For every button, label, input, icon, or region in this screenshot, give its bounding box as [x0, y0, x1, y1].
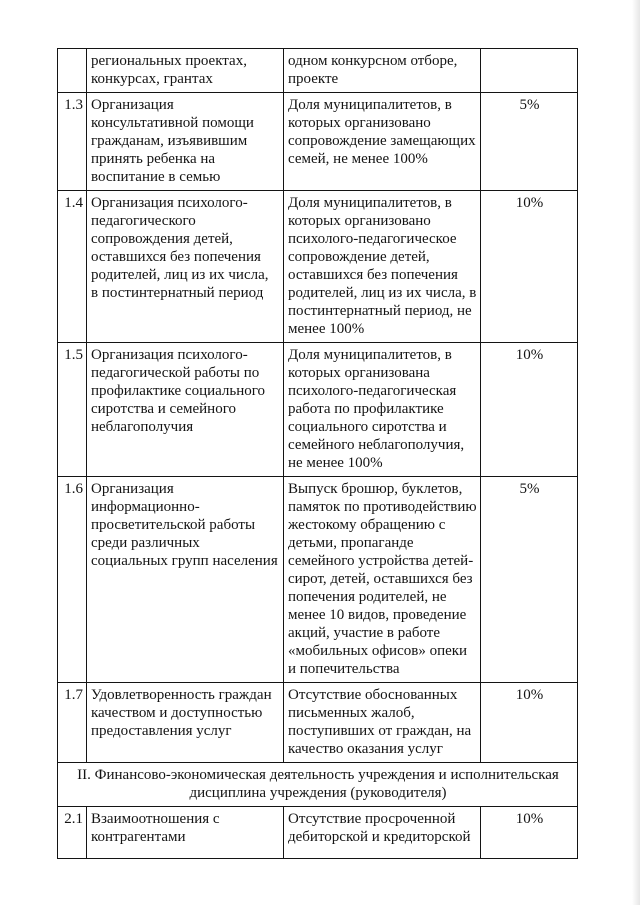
- criterion-cell: Отсутствие обоснованных письменных жалоб, поступивших от граждан, на качество оказания услуг: [284, 683, 481, 763]
- criterion-cell: Выпуск брошюр, буклетов, памяток по противодействию жестокому обращению с детьми, пропаганде семейного устройства детей- сирот, детей, оставшихся без попечения родителей, не менее 10 видов, проведение акций, участие в работе «мобильных офисов» опеки и попечительства: [284, 477, 481, 683]
- weight-cell: 10%: [481, 343, 578, 477]
- weight-cell: 10%: [481, 683, 578, 763]
- indicator-cell: Организация психолого- педагогической работы по профилактике социального сиротства и семейного неблагополучия: [87, 343, 284, 477]
- weight-cell: 10%: [481, 191, 578, 343]
- row-number-cell: 2.1: [58, 807, 87, 859]
- table-row: [58, 93, 578, 191]
- criterion-cell: Доля муниципалитетов, в которых организована психолого-педагогическая работа по профилактике социального сиротства и семейного неблагополучия, не менее 100%: [284, 343, 481, 477]
- criteria-table: [57, 48, 578, 859]
- criterion-cell: Доля муниципалитетов, в которых организовано психолого-педагогическое сопровождение детей, оставшихся без попечения родителей, лиц из их числа, в постинтернатный период, не менее 100%: [284, 191, 481, 343]
- page-edge: [632, 0, 640, 905]
- criterion-cell: Доля муниципалитетов, в которых организовано сопровождение замещающих семей, не менее 100%: [284, 93, 481, 191]
- criterion-cell: Отсутствие просроченной дебиторской и кредиторской: [284, 807, 481, 859]
- table-row: [58, 49, 578, 93]
- indicator-cell: Организация психолого- педагогического сопровождения детей, оставшихся без попечения родителей, лиц из их числа, в постинтернатный период: [87, 191, 284, 343]
- criterion-cell: одном конкурсном отборе, проекте: [284, 49, 481, 93]
- indicator-cell: Организация информационно- просветительской работы среди различных социальных групп населения: [87, 477, 284, 683]
- row-number-cell: 1.3: [58, 93, 87, 191]
- row-number-cell: 1.4: [58, 191, 87, 343]
- row-number-cell: 1.6: [58, 477, 87, 683]
- indicator-cell: Взаимоотношения с контрагентами: [87, 807, 284, 859]
- section-header-row: [58, 763, 578, 807]
- indicator-cell: региональных проектах, конкурсах, грантах: [87, 49, 284, 93]
- table-row: [58, 683, 578, 763]
- table-row: [58, 477, 578, 683]
- row-number-cell: 1.5: [58, 343, 87, 477]
- indicator-cell: Организация консультативной помощи гражданам, изъявившим принять ребенка на воспитание в семью: [87, 93, 284, 191]
- section-title: II. Финансово-экономическая деятельность учреждения и исполнительская дисциплина учреждения (руководителя): [58, 763, 578, 807]
- table-row: [58, 807, 578, 859]
- table-row: [58, 343, 578, 477]
- weight-cell: 5%: [481, 477, 578, 683]
- weight-cell: [481, 49, 578, 93]
- weight-cell: 5%: [481, 93, 578, 191]
- row-number-cell: [58, 49, 87, 93]
- indicator-cell: Удовлетворенность граждан качеством и доступностью предоставления услуг: [87, 683, 284, 763]
- table-row: [58, 191, 578, 343]
- row-number-cell: 1.7: [58, 683, 87, 763]
- weight-cell: 10%: [481, 807, 578, 859]
